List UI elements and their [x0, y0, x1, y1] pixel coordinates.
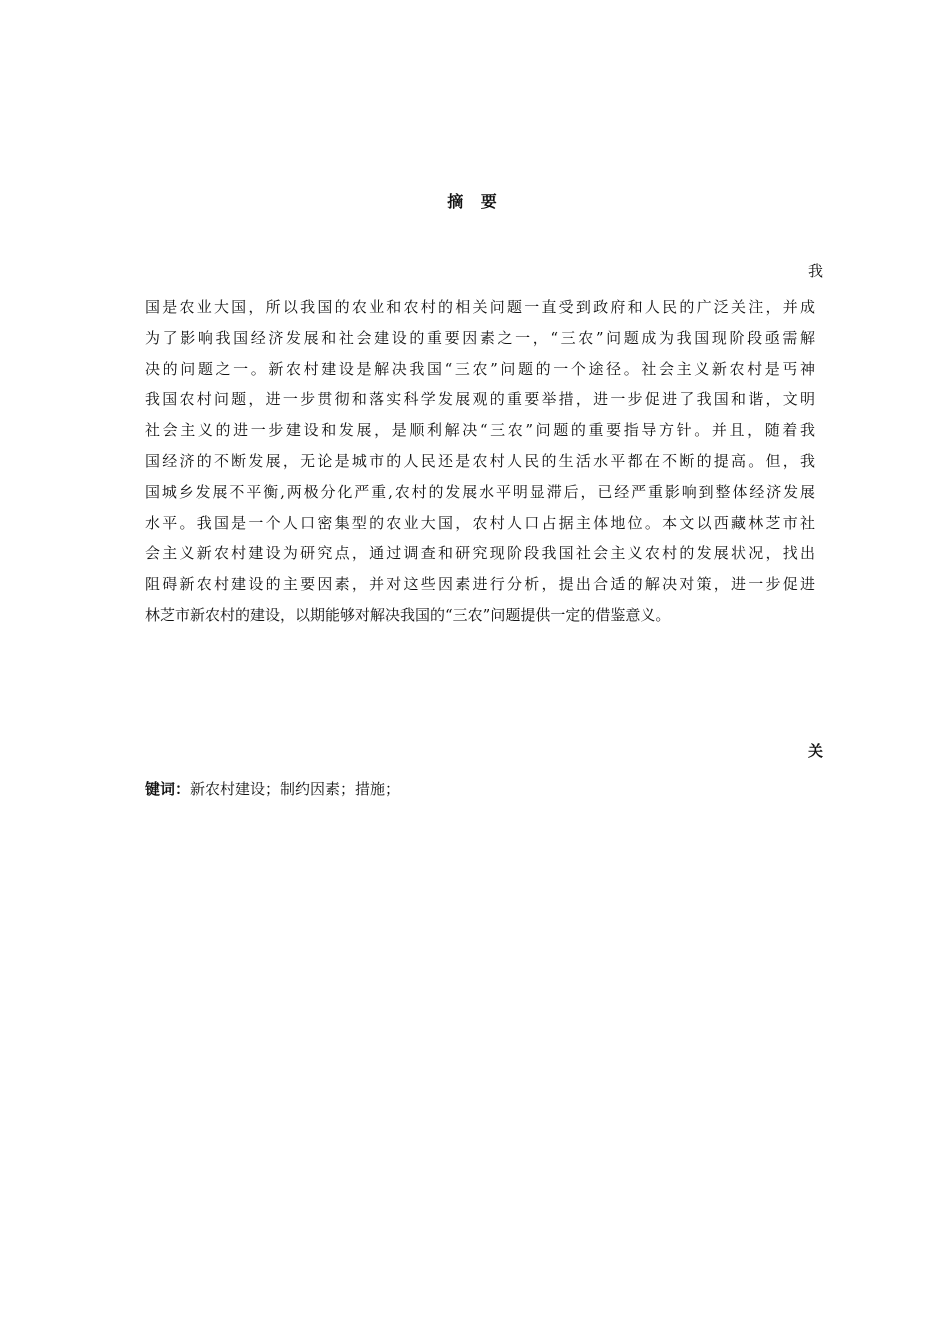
abstract-lead-char: 我: [808, 262, 824, 280]
abstract-line-1: 国是农业大国，所以我国的农业和农村的相关问题一直受到政府和人民的广泛关注，并成: [145, 298, 815, 316]
abstract-line-3: 决的问题之一。新农村建设是解决我国“三农”问题的一个途径。社会主义新农村是丐神: [145, 359, 815, 378]
abstract-line-8: 水平。我国是一个人口密集型的农业大国，农村人口占据主体地位。本文以西藏林芝市社: [145, 513, 815, 532]
keywords-lead-char: 关: [808, 742, 824, 760]
abstract-line-9: 会主义新农村建设为研究点，通过调查和研究现阶段我国社会主义农村的发展状况，找出: [145, 544, 815, 563]
abstract-line-4: 我国农村问题，进一步贯彻和落实科学发展观的重要举措，进一步促进了我国和谐，文明: [145, 390, 815, 409]
abstract-line-11: 林芝市新农村的建设，以期能够对解决我国的“三农”问题提供一定的借鉴意义。: [145, 605, 671, 624]
abstract-line-2: 为了影响我国经济发展和社会建设的重要因素之一，“三农”问题成为我国现阶段亟需解: [145, 328, 815, 347]
abstract-body: [145, 292, 815, 631]
abstract-line-10: 阻碍新农村建设的主要因素，并对这些因素进行分析，提出合适的解决对策，进一步促进: [145, 575, 815, 594]
keywords-line: [145, 778, 400, 799]
keywords-text: 新农村建设；制约因素；措施；: [190, 780, 401, 798]
abstract-line-6: 国经济的不断发展，无论是城市的人民还是农村人民的生活水平都在不断的提高。但，我: [145, 451, 815, 470]
abstract-line-5: 社会主义的进一步建设和发展，是顺利解决“三农”问题的重要指导方针。并且，随着我: [145, 421, 815, 440]
keywords-label: 键词：: [145, 780, 191, 798]
abstract-title: 摘 要: [447, 192, 503, 211]
abstract-line-7: 国城乡发展不平衡,两极分化严重,农村的发展水平明显滞后，已经严重影响到整体经济发展: [145, 482, 815, 501]
